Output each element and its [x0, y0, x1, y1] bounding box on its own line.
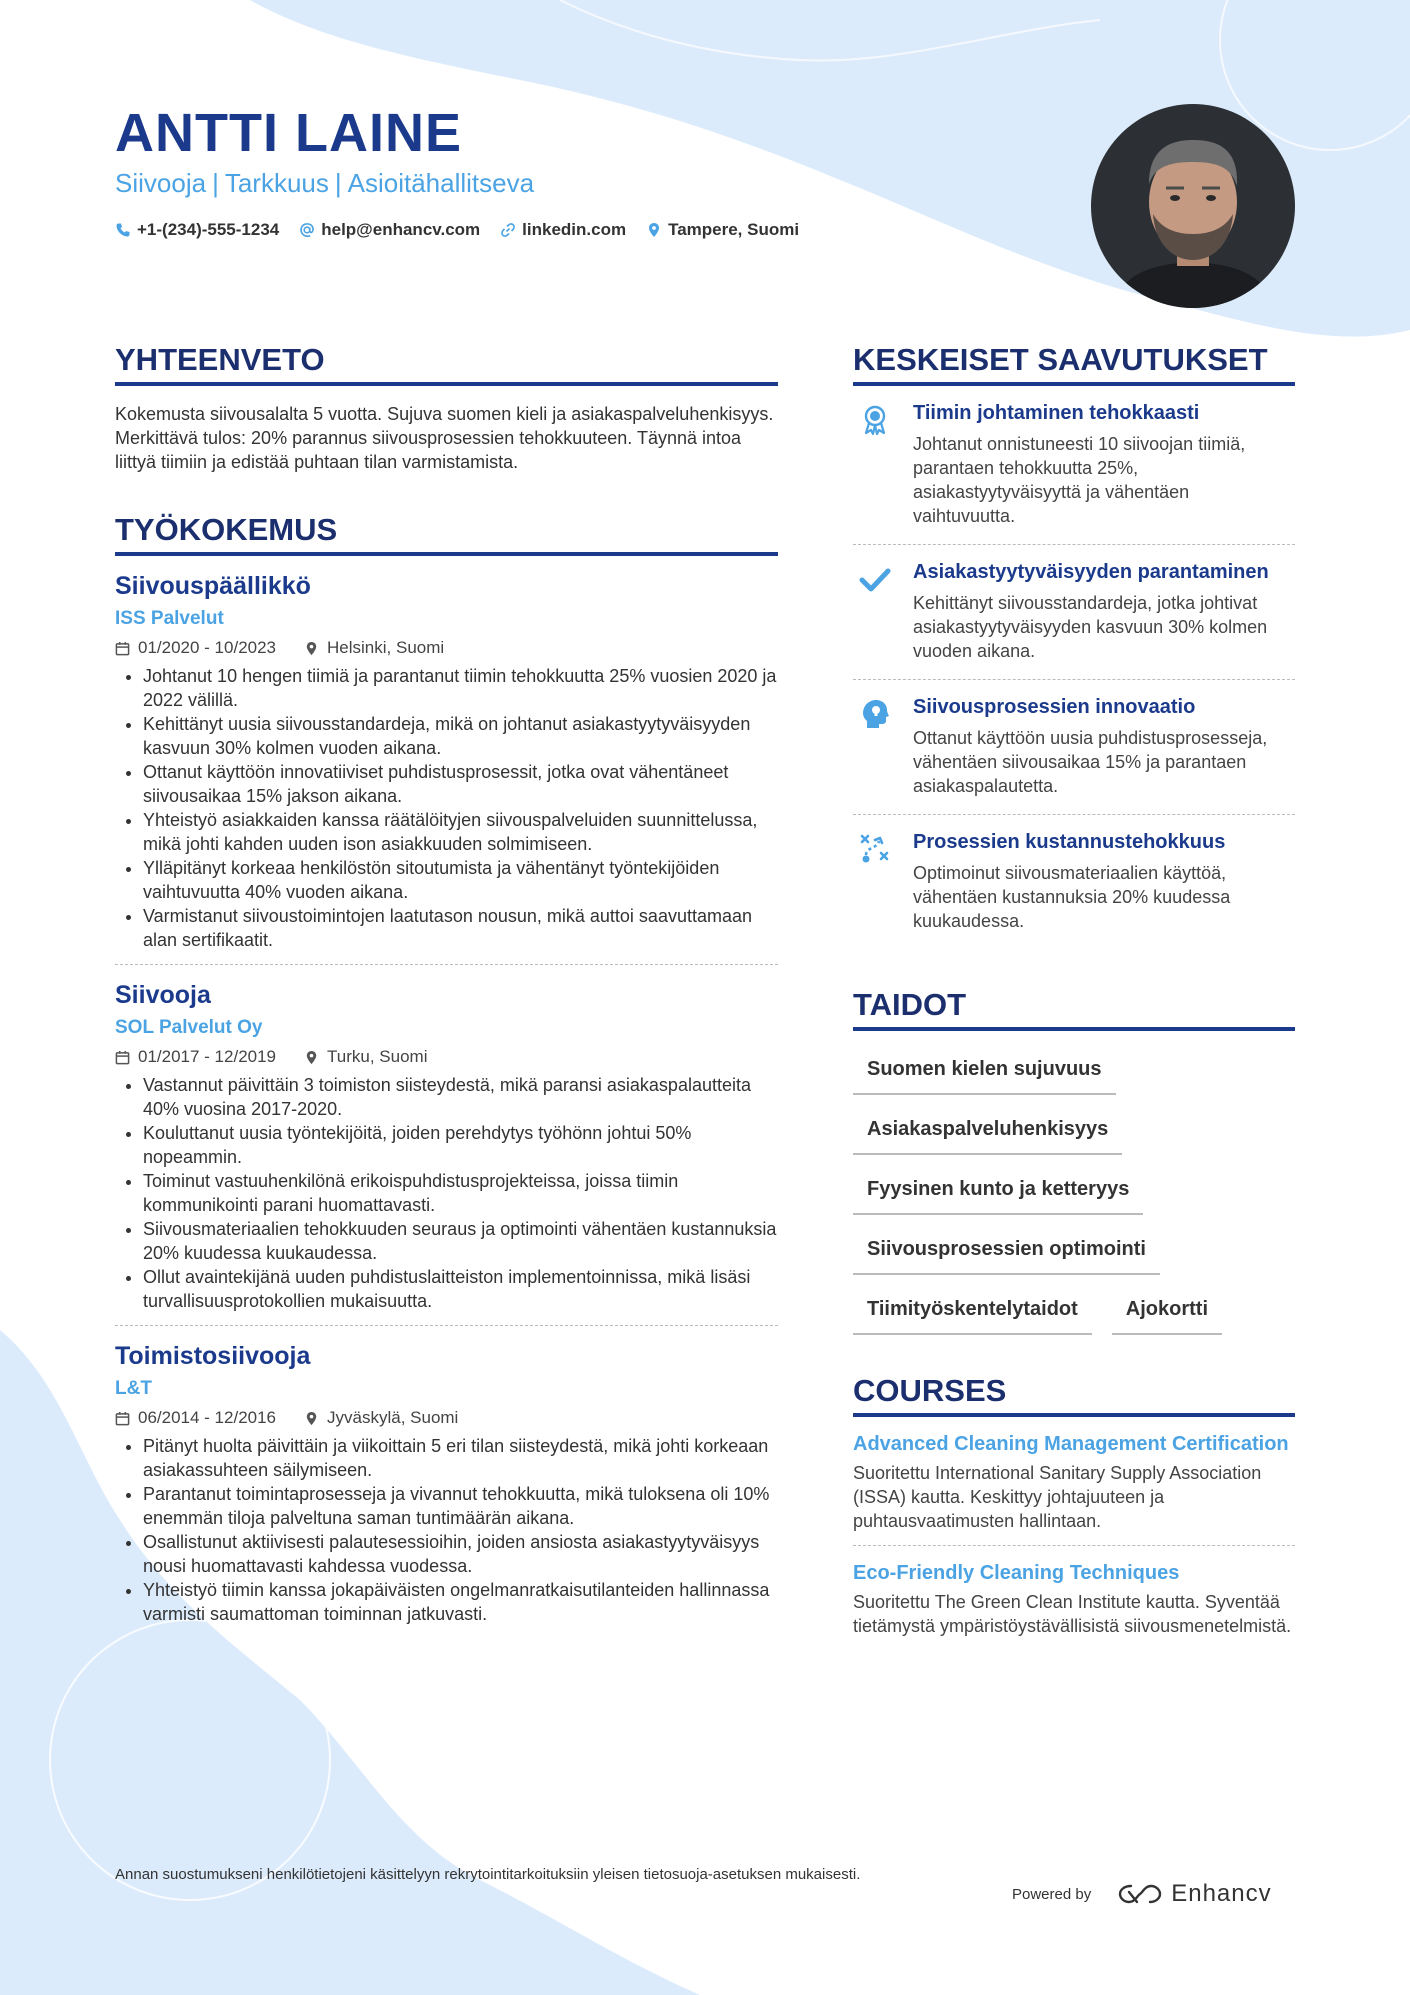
bullet-item: • Ylläpitänyt korkeaa henkilöstön sitoutumista ja vähentänyt työntekijöiden vaihtuvuutta 40% vuoden aikana.: [143, 856, 778, 904]
experience-title: TYÖKOKEMUS: [115, 510, 778, 556]
candidate-name: ANTTI LAINE: [115, 103, 462, 163]
profile-photo: [1091, 104, 1295, 308]
job-meta: [115, 636, 778, 660]
summary-title: YHTEENVETO: [115, 340, 778, 386]
bullet-item: • Pitänyt huolta päivittäin ja viikoittain 5 eri tilan siisteydestä, mikä johti korkeaan asiakassuhteen säilymiseen.: [143, 1434, 778, 1482]
enhancv-logo-icon: [1117, 1882, 1163, 1906]
contact-email[interactable]: [299, 218, 480, 242]
contact-location: [646, 218, 799, 242]
enhancv-logo[interactable]: [1117, 1880, 1271, 1908]
phone-text: +1-(234)-555-1234: [137, 220, 280, 239]
course-title: Eco-Friendly Cleaning Techniques: [853, 1562, 1180, 1584]
calendar-icon: [115, 1050, 130, 1065]
location-pin-icon: [304, 641, 319, 656]
job-title: Toimistosiivooja: [115, 1342, 311, 1370]
achievement-body: [913, 400, 1295, 528]
right-column: [853, 340, 1295, 1650]
achievement-title: Siivousprosessien innovaatio: [913, 696, 1196, 718]
bullet-item: • Ollut avaintekijänä uuden puhdistuslaitteiston implementoinnissa, mikä lisäsi turvallisuusprotokollien mukaisuutta.: [143, 1265, 778, 1313]
job-dates-text: 06/2014 - 12/2016: [138, 1408, 277, 1427]
job-bullets: [115, 1073, 778, 1313]
location-pin-icon: [304, 1411, 319, 1426]
job-dates: [115, 1045, 276, 1069]
email-text: help@enhancv.com: [321, 220, 481, 239]
location-pin-icon: [646, 222, 662, 238]
bullet-item: • Osallistunut aktiivisesti palautesessioihin, joiden ansiosta asiakastyytyväisyys nousi huomattavasti kahdessa vuodessa.: [143, 1530, 778, 1578]
job-location: [304, 636, 444, 660]
job-title: Siivooja: [115, 981, 211, 1009]
job-dates: [115, 1406, 276, 1430]
linkedin-text: linkedin.com: [522, 220, 627, 239]
skill-tag: Fyysinen kunto ja ketteryys: [853, 1165, 1143, 1215]
achievements-title: KESKEISET SAAVUTUKSET: [853, 340, 1295, 386]
achievement-body: [913, 559, 1295, 663]
bullet-item: • Parantanut toimintaprosesseja ja vivannut tehokkuutta, mikä tuloksena oli 10% enemmän tiloja palveltuna saman tuntimäärän aikana.: [143, 1482, 778, 1530]
bullet-item: • Ottanut käyttöön innovatiiviset puhdistusprosessit, jotka ovat vähentäneet siivousaikaa 15% jakson aikana.: [143, 760, 778, 808]
summary-text: Kokemusta siivousalalta 5 vuotta. Sujuva suomen kieli ja asiakaspalveluhenkisyys. Merkittävä tulos: 20% parannus siivousprosessien tehokkuuteen. Täynnä intoa liittyä tiimiin ja edistää puhtaan tilan varmistamista.: [115, 404, 774, 472]
job-location-text: Helsinki, Suomi: [327, 638, 445, 657]
company-name: SOL Palvelut Oy: [115, 1017, 263, 1038]
job-location-text: Jyväskylä, Suomi: [327, 1408, 459, 1427]
checkmark-icon: [853, 559, 897, 663]
headline-item: Tarkkuus: [224, 168, 329, 198]
bullet-item: • Varmistanut siivoustoimintojen laatutason nousun, mikä auttoi saavuttamaan alan sertifikaatit.: [143, 904, 778, 952]
bullet-item: • Toiminut vastuuhenkilönä erikoispuhdistusprojekteissa, joissa tiimin kommunikointi parani huomattavasti.: [143, 1169, 778, 1217]
achievement-desc: Kehittänyt siivousstandardeja, jotka johtivat asiakastyytyväisyyden kasvuun 30% kolmen vuoden aikana.: [913, 593, 1268, 661]
phone-icon: [115, 222, 131, 238]
head-lightbulb-icon: [853, 694, 897, 798]
headline-separator: |: [334, 168, 342, 198]
achievement-body: [913, 829, 1295, 933]
bullet-item: • Yhteistyö tiimin kanssa jokapäiväisten ongelmanratkaisutilanteiden hallinnassa varmisti saumattoman toiminnan jatkuvasti.: [143, 1578, 778, 1626]
location-pin-icon: [304, 1050, 319, 1065]
job-location-text: Turku, Suomi: [327, 1047, 428, 1066]
skill-tag: Siivousprosessien optimointi: [853, 1225, 1160, 1275]
company-name: L&T: [115, 1378, 152, 1399]
course-item: [853, 1545, 1295, 1650]
bullet-item: • Siivousmateriaalien tehokkuuden seuraus ja optimointi vähentäen kustannuksia 20% kuudessa kuukaudessa.: [143, 1217, 778, 1265]
left-column: [115, 340, 778, 1638]
contact-phone[interactable]: [115, 218, 279, 242]
enhancv-wordmark: Enhancv: [1171, 1880, 1272, 1907]
job-entry: [115, 556, 778, 964]
link-icon: [500, 222, 516, 238]
bullet-item: • Yhteistyö asiakkaiden kanssa räätälöityjen siivouspalveluiden suunnittelussa, mikä johti kahden uuden ison asiakkuuden solmimiseen.: [143, 808, 778, 856]
job-dates: [115, 636, 276, 660]
courses-section: [853, 1371, 1295, 1650]
course-desc: Suoritettu International Sanitary Supply Association (ISSA) kautta. Keskittyy johtajuuteen ja puhtausvaatimusten hallintaan.: [853, 1463, 1262, 1531]
achievement-title: Asiakastyytyväisyyden parantaminen: [913, 561, 1269, 583]
achievement-title: Prosessien kustannustehokkuus: [913, 831, 1226, 853]
job-entry: [115, 964, 778, 1325]
contact-bar: [115, 218, 799, 242]
skill-tag: Asiakaspalveluhenkisyys: [853, 1105, 1122, 1155]
skills-title: TAIDOT: [853, 985, 1295, 1031]
job-dates-text: 01/2020 - 10/2023: [138, 638, 277, 657]
powered-by: [1012, 1880, 1272, 1908]
achievements-section: [853, 340, 1295, 949]
bullet-item: • Vastannut päivittäin 3 toimiston siisteydestä, mikä paransi asiakaspalautteita 40% vuosina 2017-2020.: [143, 1073, 778, 1121]
course-title: Advanced Cleaning Management Certification: [853, 1433, 1289, 1455]
job-dates-text: 01/2017 - 12/2019: [138, 1047, 277, 1066]
strategy-path-icon: [853, 829, 897, 933]
award-ribbon-icon: [853, 400, 897, 528]
achievement-desc: Optimoinut siivousmateriaalien käyttöä, vähentäen kustannuksia 20% kuudessa kuukaudessa.: [913, 863, 1231, 931]
courses-title: COURSES: [853, 1371, 1295, 1417]
job-bullets: [115, 1434, 778, 1626]
achievement-body: [913, 694, 1295, 798]
powered-by-label: Powered by: [1012, 1885, 1092, 1903]
job-entry: [115, 1325, 778, 1638]
skills-section: [853, 985, 1295, 1335]
job-meta: [115, 1045, 778, 1069]
calendar-icon: [115, 641, 130, 656]
calendar-icon: [115, 1411, 130, 1426]
achievement-item: [853, 679, 1295, 814]
bullet-item: • Kouluttanut uusia työntekijöitä, joiden perehdytys työhönn johtui 50% nopeammin.: [143, 1121, 778, 1169]
achievement-desc: Ottanut käyttöön uusia puhdistusprosesseja, vähentäen siivousaikaa 15% ja parantaen asiakaspalautetta.: [913, 728, 1268, 796]
job-title: Siivouspäällikkö: [115, 572, 311, 600]
headline: [115, 166, 534, 200]
location-text: Tampere, Suomi: [668, 220, 800, 239]
contact-linkedin[interactable]: [500, 218, 626, 242]
experience-section: [115, 510, 778, 1638]
skill-tag: Suomen kielen sujuvuus: [853, 1045, 1116, 1095]
consent-note: Annan suostumukseni henkilötietojeni käsittelyyn rekrytointitarkoituksiin yleisen tietosuoja-asetuksen mukaisesti.: [115, 1866, 861, 1883]
job-bullets: [115, 664, 778, 952]
at-sign-icon: [299, 222, 315, 238]
bullet-item: • Johtanut 10 hengen tiimiä ja parantanut tiimin tehokkuutta 25% vuosien 2020 ja 2022 välillä.: [143, 664, 778, 712]
job-location: [304, 1045, 427, 1069]
headline-separator: |: [212, 168, 219, 198]
skill-tag: Ajokortti: [1112, 1285, 1222, 1335]
achievement-desc: Johtanut onnistuneesti 10 siivoojan tiimiä, parantaen tehokkuutta 25%, asiakastyytyväisyyttä ja vähentäen vaihtuvuutta.: [913, 434, 1246, 526]
skill-tag: Tiimityöskentelytaidot: [853, 1285, 1092, 1335]
job-location: [304, 1406, 458, 1430]
company-name: ISS Palvelut: [115, 608, 224, 629]
achievement-title: Tiimin johtaminen tehokkaasti: [913, 402, 1200, 424]
job-meta: [115, 1406, 778, 1430]
achievement-item: [853, 814, 1295, 949]
bullet-item: • Kehittänyt uusia siivousstandardeja, mikä on johtanut asiakastyytyväisyyden kasvuun 30% kolmen vuoden aikana.: [143, 712, 778, 760]
achievement-item: [853, 386, 1295, 544]
course-item: [853, 1417, 1295, 1545]
achievement-item: [853, 544, 1295, 679]
headline-item: Asioitähallitseva: [347, 168, 535, 198]
skills-list: [853, 1045, 1295, 1335]
summary-section: [115, 340, 778, 474]
headline-item: Siivooja: [115, 168, 207, 198]
course-desc: Suoritettu The Green Clean Institute kautta. Syventää tietämystä ympäristöystävällisistä siivousmenetelmistä.: [853, 1592, 1292, 1636]
